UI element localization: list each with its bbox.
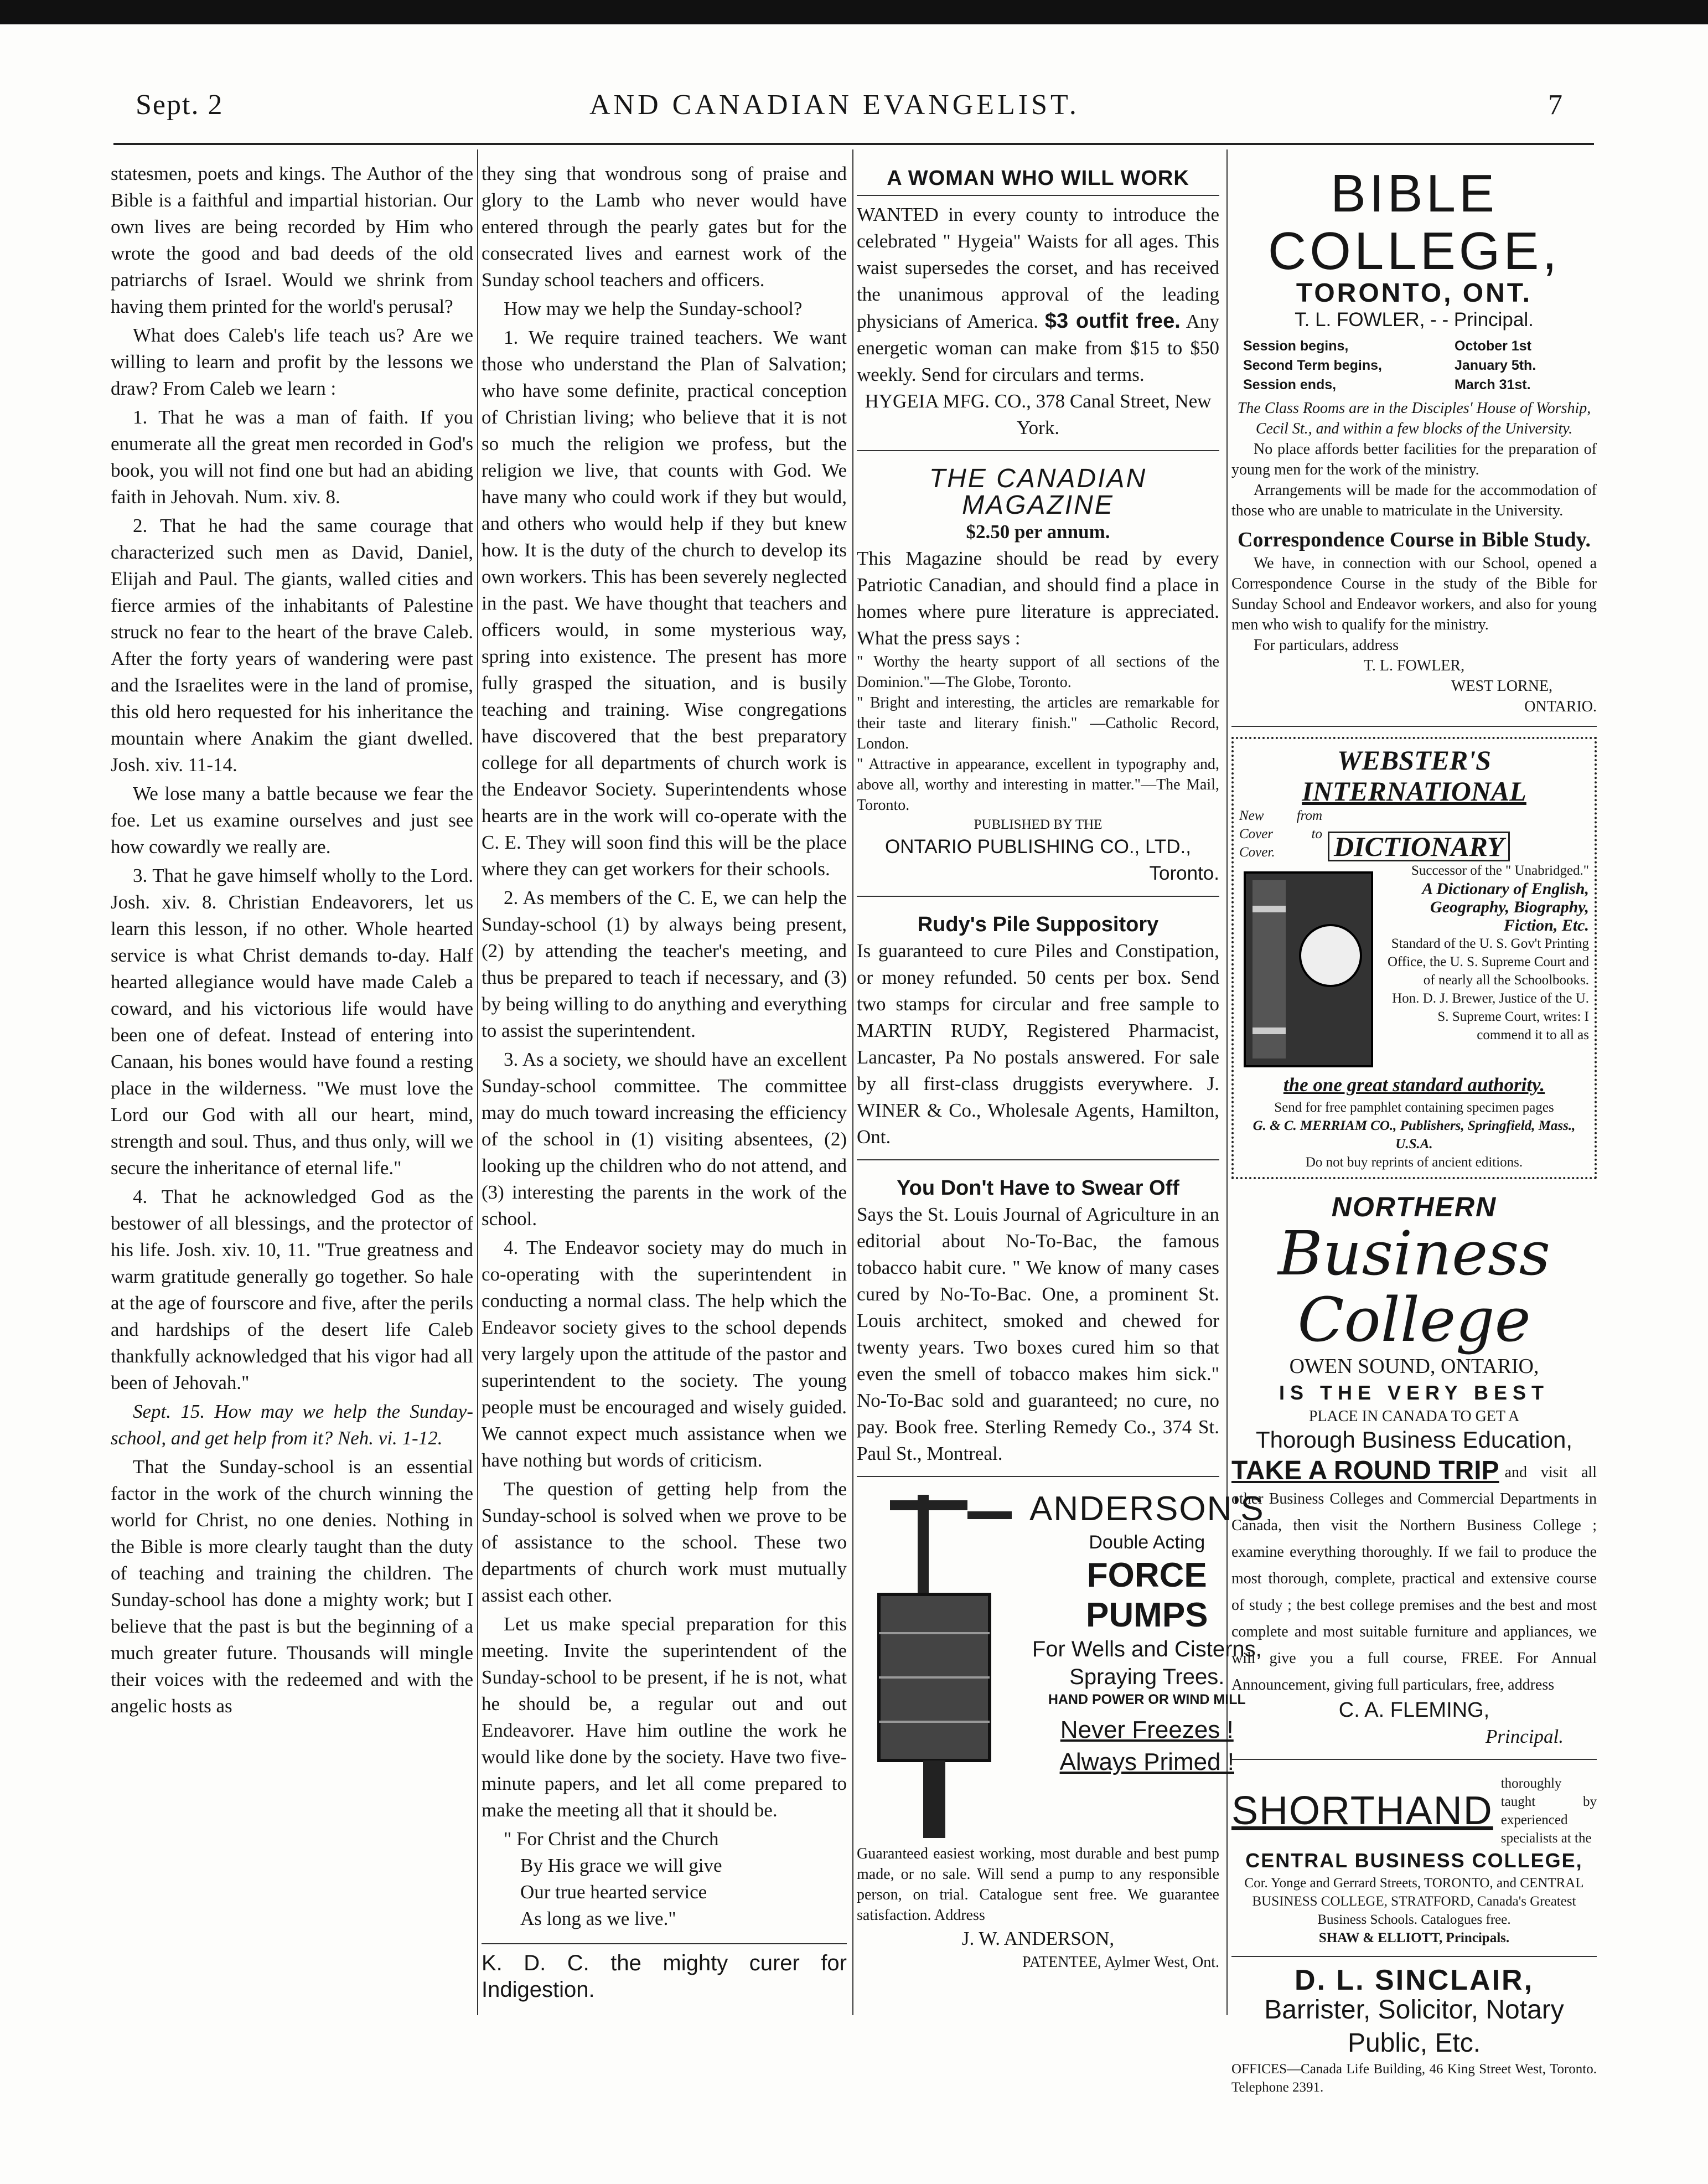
ad-title: BIBLE COLLEGE, [1267, 164, 1561, 281]
press-quote: " Attractive in appearance, excellent in typography and, above all, worthy and interesting in matter."—The Mail, Toronto. [857, 756, 1219, 814]
paragraph: How may we help the Sunday-school? [504, 298, 803, 319]
ad-patentee: PATENTEE, Aylmer West, Ont. [1022, 1954, 1219, 1971]
ad-signature: T. L. FOWLER, [1363, 657, 1465, 674]
ad-place: PLACE IN CANADA TO GET A [1308, 1408, 1520, 1425]
kdc-ad: K. D. C. the mighty curer for Indigestion. [482, 1943, 847, 2003]
ad-title: You Don't Have to Swear Off [897, 1176, 1179, 1200]
column-rule [852, 149, 853, 2015]
paragraph: 2. That he had the same courage that characterized such men as David, Daniel, Elijah and Paul. The giants, walled cities and fierce armies of the inhabitants of Palestine struck no fear to the heart of the brave Caleb. After the forty years of wandering were past and the Israelites were in the land of promise, this old hero requested for his inheritance the mountain where Anakim the giant dwelled. Josh. xiv. 11-14. [111, 515, 473, 776]
ad-send: Send for free pamphlet containing specimen pages [1274, 1100, 1554, 1115]
hygeia-ad [857, 161, 1219, 451]
page-header [113, 83, 1575, 127]
ad-desc: A Dictionary of English, Geography, Biography, Fiction, Etc. [1422, 880, 1589, 934]
paragraph: 4. That he acknowledged God as the bestower of all blessings, and the protector of his life. Josh. xiv. 10, 11. "True greatness and warm gratitude generally go together. So hale at the age of fourscore and five, after the perils and hardships of the desert life Caleb thankfully acknowledged that his vigor had all been of Jehovah." [111, 1186, 473, 1393]
poem-line: Our true hearted service [520, 1881, 707, 1903]
ad-sub: Double Acting [1089, 1532, 1205, 1553]
ad-principals: SHAW & ELLIOTT, Principals. [1318, 1930, 1510, 1945]
press-quote: " Worthy the hearty support of all sections of the Dominion."—The Globe, Toronto. [857, 653, 1219, 691]
canadian-magazine-ad [857, 461, 1219, 897]
cell: October 1st [1455, 338, 1531, 354]
poem [482, 1826, 847, 1932]
sinclair-ad [1231, 1964, 1597, 2097]
ad-best: IS THE VERY BEST [1279, 1381, 1550, 1404]
ad-use: For Wells and Cisterns, Spraying Trees. [1032, 1637, 1262, 1689]
ad-role: Principal. [1486, 1726, 1564, 1747]
ad-always-primed: Always Primed ! [1059, 1748, 1234, 1775]
paragraph: 4. The Endeavor society may do much in co-operating with the superintendent in conducting a normal class. The help which the Endeavor society gives to the school depends very largely upon the attitude of the pastor and superintendent to the society. The young people must be encouraged and wisely guided. We cannot expect much assistance when we have nothing but words of criticism. [482, 1237, 847, 1471]
topic-heading: Sept. 15. How may we help the Sunday-school, and get help from it? Neh. vi. 1-12. [111, 1401, 473, 1449]
ad-body: and visit all other Business Colleges and Commercial Departments in Canada, then visit the Northern Business College ; examine everything thoroughly. If we fail to produce the most thorough, complete, practical and extensive course of study ; the best college premises and the best and most complete and most suitable furniture and appliances, we will give you a full course, FREE. For Annual Announcement, giving full particulars, free, address [1231, 1464, 1597, 1693]
bible-college-ad [1231, 161, 1597, 727]
ad-title: Rudy's Pile Suppository [917, 913, 1159, 936]
header-rule [113, 143, 1594, 145]
pump-illustration [857, 1489, 1023, 1844]
paragraph: What does Caleb's life teach us? Are we willing to learn and profit by the lessons we draw? From Caleb we learn : [111, 324, 473, 399]
ad-offer: $3 outfit free. [1044, 309, 1181, 333]
anderson-pump-ad [857, 1487, 1265, 1973]
ad-body: For particulars, address [1254, 637, 1399, 654]
ad-title: INTERNATIONAL [1302, 776, 1526, 807]
ad-title: A WOMAN WHO WILL WORK [857, 165, 1219, 196]
ad-city: OWEN SOUND, ONTARIO, [1289, 1355, 1539, 1378]
poem-line: By His grace we will give [520, 1855, 722, 1876]
page-number: 7 [1548, 89, 1564, 121]
paragraph: That the Sunday-school is an essential factor in the work of the church winning the world for Christ, no one denies. Nothing in the Bible is more clearly taught than the duty of teaching and training the children. The Sunday-school has done a mighty work; but I believe that the past is but the beginning of a much greater future. Thousands will mingle their voices with the redeemed and with the angelic hosts as [111, 1456, 473, 1717]
paragraph: 1. We require trained teachers. We want those who understand the Plan of Salvation; who have some definite, practical conception of Christian living; who believe that it is not so much the religion we profess, but the religion we live, that counts with God. We have many who could work if they but would, and others who would help if they but knew how. It is the duty of the church to develop its own workers. This has been severely neglected in the past. We have thought that teachers and officers would, in some mysterious way, spring into existence. The present has more fully grasped the situation, and is busily teaching and training. Wise congregations have discovered that the best preparatory college for all departments of church work is the Endeavor Society. Superintendents whose hearts are in the work will co-operate with the C. E. They will soon find this will be the place where they can get workers for their schools. [482, 327, 847, 880]
ad-body: Says the St. Louis Journal of Agriculture in an editorial about No-To-Bac, the famous tobacco habit cure. " We know of many cases cured by No-To-Bac. One, a prominent St. Louis architect, smoked and chewed for twenty years. Two boxes cured him so that even the smell of tobacco makes him sick." No-To-Bac sold and guaranteed; no cure, no pay. Book free. Sterling Remedy Co., 374 St. Paul St., Montreal. [857, 1204, 1219, 1464]
paragraph: statesmen, poets and kings. The Author of the Bible is a faithful and impartial historian. Our own lives are being recorded by Him who wrote the good and bad deeds of the old patriarchs of Israel. Would we shrink from having them printed for the world's perusal? [111, 163, 473, 317]
ad-body: No place affords better facilities for the preparation of young men for the work of the ministry. [1231, 441, 1597, 478]
ad-body: Arrangements will be made for the accommodation of those who are unable to matriculate in the University. [1231, 482, 1597, 519]
cell: Second Term begins, [1243, 358, 1382, 373]
northern-college-ad [1231, 1189, 1597, 1760]
ad-standard: Standard of the U. S. Gov't Printing Office, the U. S. Supreme Court and of nearly all the Schoolbooks. [1387, 936, 1589, 988]
ad-body: Any energetic woman can make from $15 to $50 weekly. Send for circulars and terms. [857, 311, 1220, 385]
ad-office: OFFICES—Canada Life Building, 46 King Street West, Toronto. Telephone 2391. [1231, 2062, 1597, 2095]
ad-publisher: ONTARIO PUBLISHING CO., LTD., [885, 836, 1191, 858]
ad-principal: T. L. FOWLER, - - Principal. [1295, 309, 1534, 331]
paragraph: Let us make special preparation for this meeting. Invite the superintendent of the Sunday-school to be present, if he is not, what he should be, a regular out and out Endeavorer. Have him outline the work he would like done by the society. Have two five-minute papers, and let all come prepared to make the meeting all that it should be. [482, 1613, 847, 1821]
logo-script: Business College [1277, 1218, 1551, 1355]
paragraph: 3. As a society, we should have an excellent Sunday-school committee. The committee may do much toward increasing the efficiency of the school in (1) visiting absentees, (2) looking up the children who do not attend, and (3) interesting the parents in the work of the school. [482, 1049, 847, 1230]
column-rule [477, 149, 478, 2015]
ad-rooms: The Class Rooms are in the Disciples' House of Worship, Cecil St., and within a few blocks of the University. [1237, 400, 1591, 437]
ad-round-trip: TAKE A ROUND TRIP [1231, 1456, 1499, 1485]
header-date: Sept. 2 [136, 89, 224, 121]
cell: Session begins, [1243, 338, 1349, 354]
ad-body: Guaranteed easiest working, most durable and best pump made, or no sale. Will send a pump to any responsible person, on trial. Catalogue sent free. We guarantee satisfaction. Address [857, 1845, 1219, 1924]
paragraph: We lose many a battle because we fear the foe. Let us examine ourselves and just see how cowardly we really are. [111, 783, 473, 858]
ad-address: J. W. ANDERSON, [961, 1928, 1115, 1949]
ad-price: $2.50 per annum. [966, 521, 1110, 543]
article-column-1 [111, 161, 473, 1722]
ad-name: D. L. SINCLAIR, [1294, 1964, 1534, 1996]
paragraph: 3. That he gave himself wholly to the Lord. Josh. xiv. 8. Christian Endeavorers, let us learn this lesson, if no other. Whole hearted service is what Christ demands to-day. Half hearted allegiance would have made Caleb a coward, and his victorious life would have been one of defeat. Instead of entering into Canaan, his bones would have found a resting place in the wilderness. "We must love the Lord our God with all our heart, mind, strength and soul. Thus, and thus only, will we secure the inheritance of eternal life." [111, 865, 473, 1179]
ad-signature: WEST LORNE, [1451, 678, 1552, 695]
webster-ad [1231, 737, 1597, 1179]
table-row [1243, 356, 1536, 375]
poem-line: As long as we live." [520, 1908, 676, 1929]
cell: January 5th. [1455, 358, 1536, 373]
ad-education: Thorough Business Education, [1255, 1427, 1573, 1453]
ad-power: HAND POWER OR WIND MILL [1048, 1692, 1246, 1707]
cell: Session ends, [1243, 377, 1337, 393]
paragraph: The question of getting help from the Sunday-school is solved when we prove to be of assistance to the school. These two departments of church work must mutually assist each other. [482, 1478, 847, 1606]
paragraph: 2. As members of the C. E, we can help the Sunday-school (1) by always being present, (2) by attending the teacher's meeting, and thus be prepared to teach if necessary, and (3) by being willing to do anything and everything to assist the superintendent. [482, 887, 847, 1041]
ad-signature: C. A. FLEMING, [1338, 1698, 1490, 1722]
ad-successor: Successor of the " Unabridged." [1411, 863, 1589, 878]
ad-column-4 [1231, 161, 1597, 2097]
ad-body: We have, in connection with our School, opened a Correspondence Course in the study of the Bible for Sunday School and Endeavor workers, and also for young men who wish to qualify for the ministry. [1231, 555, 1597, 633]
ad-title: DICTIONARY [1328, 832, 1510, 861]
ad-title: THE CANADIAN MAGAZINE [929, 464, 1147, 520]
ad-address: HYGEIA MFG. CO., 378 Canal Street, New York. [865, 390, 1212, 438]
ad-never-freezes: Never Freezes ! [1060, 1716, 1234, 1743]
session-table [1243, 337, 1536, 395]
ad-title: SHORTHAND [1231, 1789, 1493, 1833]
ad-brand: ANDERSON'S [1029, 1490, 1265, 1528]
ad-tagline: New from Cover to Cover. [1239, 808, 1322, 860]
paragraph: they sing that wondrous song of praise and glory to the Lamb who never would have entered through the pearly gates but for the consecrated lives and earnest work of the Sunday school teachers and officers. [482, 163, 847, 291]
cell: March 31st. [1455, 377, 1531, 393]
ad-column-3 [857, 161, 1265, 1973]
ad-body: WANTED in every county to introduce the celebrated " Hygeia" Waists for all ages. This waist supersedes the corset, and has received the unanimous approval of the leading physicians of America. [857, 204, 1219, 332]
paragraph: 1. That he was a man of faith. If you enumerate all the great men recorded in God's book, you will not find one but had an abiding faith in Jehovah. Num. xiv. 8. [111, 406, 473, 508]
header-title: AND CANADIAN EVANGELIST. [589, 89, 1080, 121]
no-to-bac-ad [857, 1170, 1219, 1477]
ad-body: This Magazine should be read by every Patriotic Canadian, and should find a place in homes where pure literature is appreciated. What the press says : [857, 548, 1219, 649]
ad-title: Barrister, Solicitor, Notary Public, Etc. [1264, 1995, 1564, 2058]
table-row [1243, 337, 1536, 356]
table-row [1243, 375, 1536, 395]
ad-warning: Do not buy reprints of ancient editions. [1305, 1155, 1523, 1170]
ad-note: thoroughly taught by experienced specialists at the [1500, 1776, 1597, 1846]
rudy-ad [857, 907, 1219, 1160]
dictionary-book-image [1239, 861, 1378, 1072]
shorthand-ad [1231, 1770, 1597, 1957]
ad-published: PUBLISHED BY THE [974, 817, 1103, 832]
ad-publisher: G. & C. MERRIAM CO., Publishers, Springfield, Mass., U.S.A. [1252, 1118, 1576, 1152]
press-quote: " Bright and interesting, the articles are remarkable for their taste and literary finish." —Catholic Record, London. [857, 694, 1219, 752]
ad-city: Toronto. [1149, 863, 1219, 884]
logo-text: NORTHERN [1331, 1191, 1497, 1222]
poem-line: " For Christ and the Church [504, 1828, 719, 1850]
ad-body: Is guaranteed to cure Piles and Constipation, or money refunded. 50 cents per box. Send two stamps for circular and free sample to MARTIN RUDY, Registered Pharmacist, Lancaster, Pa No postals answered. For sale by all first-class druggists everywhere. J. WINER & Co., Wholesale Agents, Hamilton, Ont. [857, 940, 1219, 1148]
ad-title: WEBSTER'S [1337, 745, 1491, 776]
ad-subtitle: Correspondence Course in Bible Study. [1238, 528, 1591, 551]
article-column-2 [482, 161, 847, 2003]
ad-city: TORONTO, ONT. [1296, 278, 1533, 308]
ad-product: FORCE PUMPS [1086, 1556, 1208, 1634]
ad-signature: ONTARIO. [1524, 698, 1597, 715]
ad-authority: the one great standard authority. [1283, 1074, 1545, 1096]
ad-endorsement: Hon. D. J. Brewer, Justice of the U. S. Supreme Court, writes: I commend it to all as [1392, 991, 1589, 1042]
ad-body: Cor. Yonge and Gerrard Streets, TORONTO, and CENTRAL BUSINESS COLLEGE, STRATFORD, Canada's Greatest Business Schools. Catalogues free. [1244, 1876, 1584, 1927]
ad-college: CENTRAL BUSINESS COLLEGE, [1245, 1849, 1583, 1872]
top-border [0, 0, 1708, 24]
